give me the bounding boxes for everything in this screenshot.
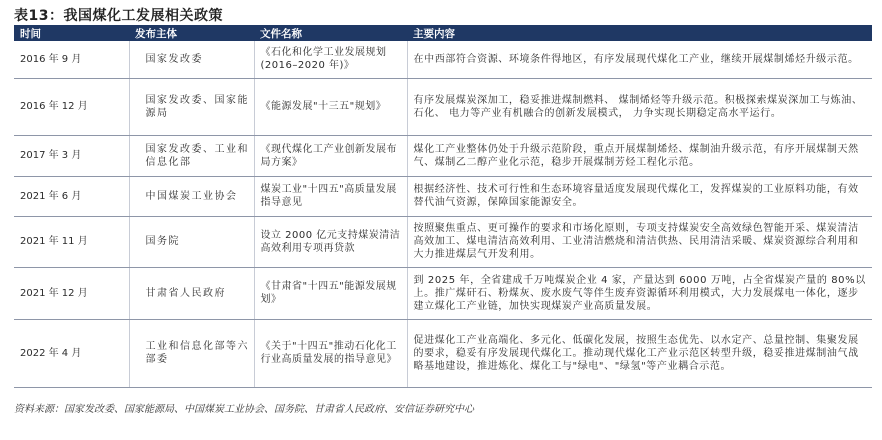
cell-time: 2021 年 6 月 [14, 176, 129, 216]
cell-content: 按照聚焦重点、更可操作的要求和市场化原则，专项支持煤炭安全高效绿色智能开采、煤炭清洁高效加工、煤电清洁高效利用、工业清洁燃烧和清洁供热、民用清洁采暖、煤炭资源综合利用和大力推进煤层气开发利用。 [407, 216, 872, 267]
cell-doc: 《现代煤化工产业创新发展布局方案》 [254, 135, 407, 176]
cell-content: 根据经济性、技术可行性和生态环境容量适度发展现代煤化工，发挥煤炭的工业原料功能，有效替代油气资源，保障国家能源安全。 [407, 176, 872, 216]
table-row [14, 319, 872, 387]
table-title: 表13：我国煤化工发展相关政策 [14, 8, 223, 24]
cell-time: 2021 年 11 月 [14, 216, 129, 267]
cell-issuer: 甘肃省人民政府 [129, 267, 254, 319]
header-doc: 文件名称 [254, 27, 407, 41]
table-row [14, 176, 872, 216]
cell-issuer: 国家发改委、工业和信息化部 [129, 135, 254, 176]
source-note: 资料来源：国家发改委、国家能源局、中国煤炭工业协会、国务院、甘肃省人民政府、安信证券研究中心 [14, 404, 474, 415]
cell-time: 2017 年 3 月 [14, 135, 129, 176]
cell-time: 2016 年 12 月 [14, 78, 129, 135]
cell-time: 2021 年 12 月 [14, 267, 129, 319]
cell-doc: 煤炭工业"十四五"高质量发展指导意见 [254, 176, 407, 216]
cell-issuer: 国家发改委 [129, 41, 254, 78]
cell-time: 2022 年 4 月 [14, 319, 129, 387]
header-issuer: 发布主体 [129, 27, 254, 41]
cell-doc: 设立 2000 亿元支持煤炭清洁高效利用专项再贷款 [254, 216, 407, 267]
cell-issuer: 国家发改委、国家能源局 [129, 78, 254, 135]
cell-issuer: 国务院 [129, 216, 254, 267]
cell-content: 在中西部符合资源、环境条件得地区，有序发展现代煤化工产业，继续开展煤制烯烃升级示范。 [407, 41, 872, 78]
table-row [14, 41, 872, 78]
cell-doc: 《能源发展"十三五"规划》 [254, 78, 407, 135]
cell-doc: 《甘肃省"十四五"能源发展规划》 [254, 267, 407, 319]
cell-content: 有序发展煤炭深加工，稳妥推进煤制燃料、 煤制烯烃等升级示范。积极探索煤炭深加工与炼油、 石化、 电力等产业有机融合的创新发展模式， 力争实现长期稳定高水平运行。 [407, 78, 872, 135]
cell-doc: 《关于"十四五"推动石化化工行业高质量发展的指导意见》 [254, 319, 407, 387]
cell-time: 2016 年 9 月 [14, 41, 129, 78]
table-row [14, 267, 872, 319]
table-row [14, 78, 872, 135]
table-row [14, 135, 872, 176]
header-content: 主要内容 [407, 27, 872, 41]
cell-issuer: 中国煤炭工业协会 [129, 176, 254, 216]
table-row [14, 216, 872, 267]
table-header-row [14, 27, 872, 41]
cell-doc: 《石化和化学工业发展规划(2016–2020 年)》 [254, 41, 407, 78]
cell-issuer: 工业和信息化部等六部委 [129, 319, 254, 387]
policy-table [14, 27, 872, 388]
cell-content: 促进煤化工产业高端化、多元化、低碳化发展，按照生态优先、以水定产、总量控制、集聚发展的要求，稳妥有序发展现代煤化工。推动现代煤化工产业示范区转型升级，稳妥推进煤制油气战略基地建设，推进炼化、煤化工与"绿电"、"绿氢"等产业耦合示范。 [407, 319, 872, 387]
header-time: 时间 [14, 27, 129, 41]
cell-content: 煤化工产业整体仍处于升级示范阶段，重点开展煤制烯烃、煤制油升级示范，有序开展煤制天然气、煤制乙二醇产业化示范，稳步开展煤制芳烃工程化示范。 [407, 135, 872, 176]
cell-content: 到 2025 年，全省建成千万吨煤炭企业 4 家，产量达到 6000 万吨，占全省煤炭产量的 80%以上。推广煤矸石、粉煤灰、废水废气等伴生废弃资源循环利用模式，大力发展煤电一体化，逐步建立煤化工产业链，加快实现煤炭产业高质量发展。 [407, 267, 872, 319]
